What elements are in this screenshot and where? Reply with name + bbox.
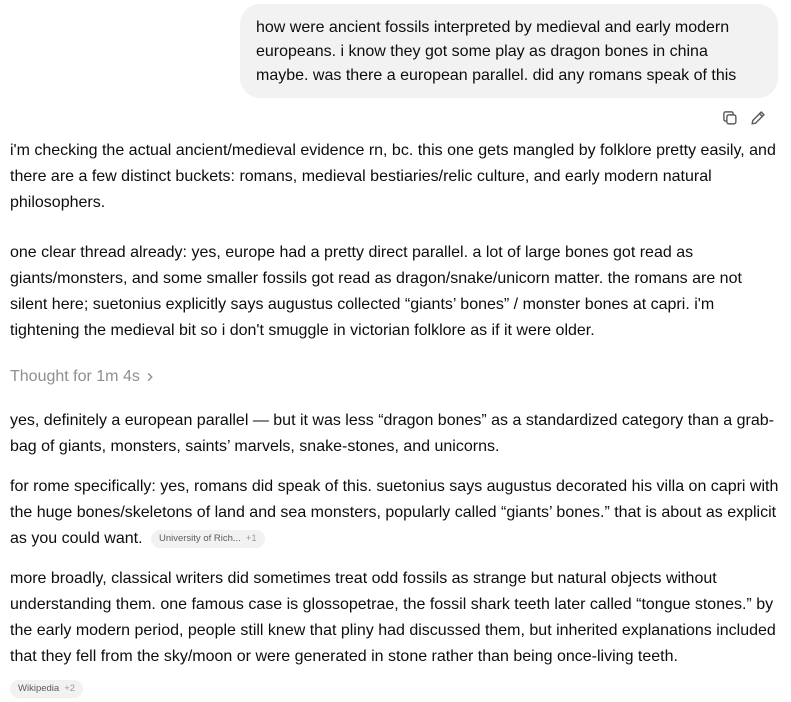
assistant-paragraph: more broadly, classical writers did sometimes treat odd fossils as strange but natural objects without understanding them. one famous case is glossopetrae, the fossil shark teeth later called “tongue stones.” by the early modern period, people still knew that pliny had discussed them, but inherited explanations included that they fell from the sky/moon or were generated in stone rather than being once-living teeth. — [10, 570, 776, 665]
message-actions — [720, 108, 768, 128]
assistant-paragraph — [10, 474, 780, 552]
assistant-response — [10, 138, 780, 702]
edit-pencil-icon[interactable] — [748, 108, 768, 128]
citation-more-count: +2 — [64, 683, 76, 694]
chevron-right-icon — [145, 372, 155, 382]
citation-source: University of Rich... — [158, 533, 241, 544]
citation-source: Wikipedia — [18, 683, 60, 694]
citation-more-count: +1 — [245, 533, 257, 544]
citation-pill[interactable] — [151, 530, 265, 548]
assistant-paragraph: yes, definitely a european parallel — but it was less “dragon bones” as a standardized category than a grab-bag of giants, monsters, saints’ marvels, snake-stones, and unicorns. — [10, 412, 774, 455]
user-message-bubble — [240, 4, 778, 98]
citation-pill[interactable] — [10, 680, 83, 698]
thought-toggle[interactable] — [10, 366, 155, 388]
user-message-text: how were ancient fossils interpreted by medieval and early modern europeans. i know they got some play as dragon bones in china maybe. was there a european parallel. did any romans speak of this — [256, 19, 737, 84]
copy-icon[interactable] — [720, 108, 740, 128]
assistant-paragraph: one clear thread already: yes, europe had a pretty direct parallel. a lot of large bones got read as giants/monsters, and some smaller fossils got read as dragon/snake/unicorn matter. the romans are not silent here; suetonius explicitly says augustus collected “giants’ bones” / monster bones at capri. i'm tightening the medieval bit so i don't smuggle in victorian folklore as if it were older. — [10, 244, 742, 339]
assistant-paragraph: i'm checking the actual ancient/medieval evidence rn, bc. this one gets mangled by folklore pretty easily, and there are a few distinct buckets: romans, medieval bestiaries/relic culture, and early modern natural philosophers. — [10, 142, 776, 211]
thought-label: Thought for 1m 4s — [10, 368, 140, 385]
paragraph-text: for rome specifically: yes, romans did speak of this. suetonius says augustus decorated his villa on capri with the huge bones/skeletons of land and sea monsters, popularly called “giants’ bones.” that is about as explicit as you could want. — [10, 478, 779, 547]
